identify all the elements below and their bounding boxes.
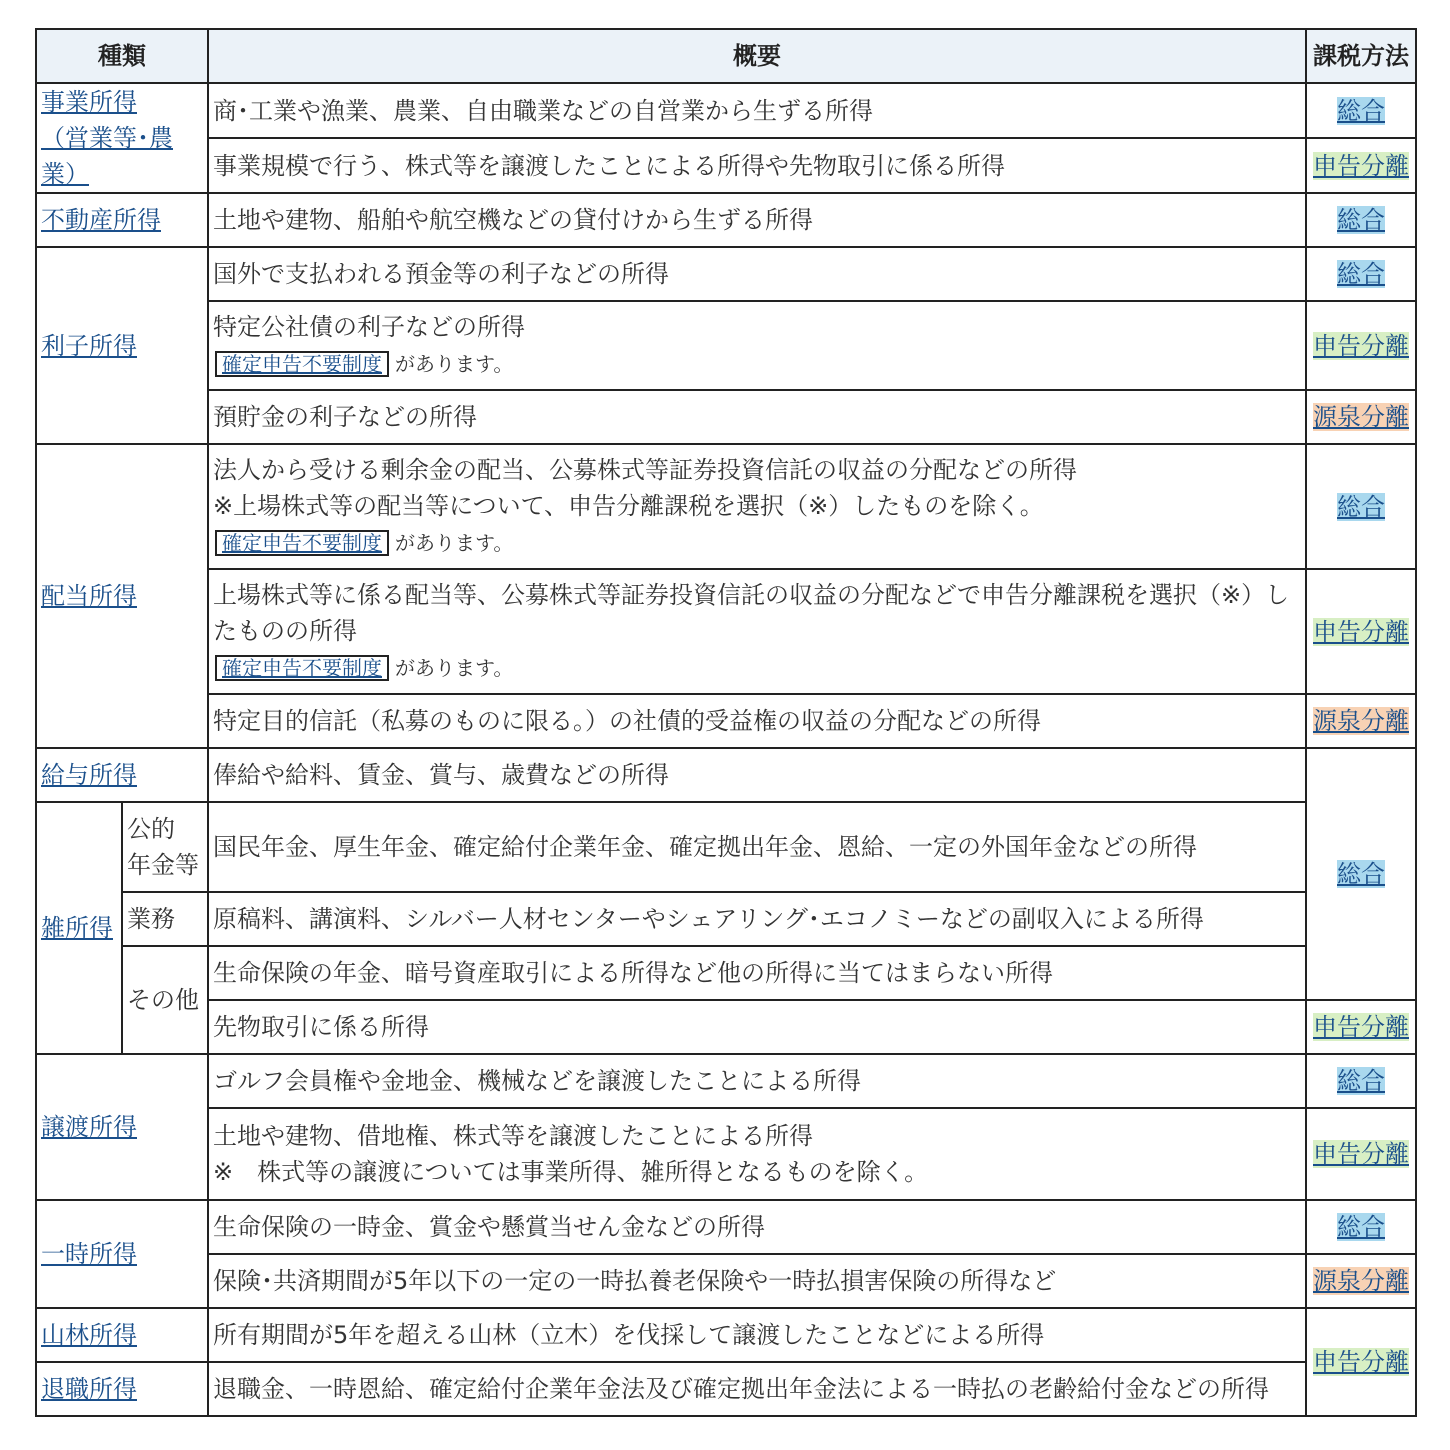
type-haito — [36, 444, 208, 748]
method-cell — [1306, 444, 1416, 569]
method-cell — [1306, 748, 1416, 1000]
arimasu-text: があります。 — [395, 352, 514, 376]
summary-cell: 事業規模で行う、株式等を譲渡したことによる所得や先物取引に係る所得 — [208, 138, 1306, 193]
kakutei-fuyo-link[interactable]: 確定申告不要制度 — [222, 531, 382, 555]
method-gensen-link[interactable]: 源泉分離 — [1313, 707, 1409, 735]
type-taishoku — [36, 1362, 208, 1416]
summary-cell — [208, 1108, 1306, 1200]
method-cell — [1306, 301, 1416, 390]
summary-cell: 保険･共済期間が5年以下の一定の一時払養老保険や一時払損害保険の所得など — [208, 1254, 1306, 1308]
income-types-table — [35, 28, 1417, 1417]
summary-text: 法人から受ける剰余金の配当、公募株式等証券投資信託の収益の分配などの所得 — [213, 456, 1077, 484]
table-row — [36, 390, 1416, 444]
link-ichiji[interactable]: 一時所得 — [41, 1240, 137, 1268]
table-row — [36, 138, 1416, 193]
header-type: 種類 — [36, 29, 208, 83]
method-cell — [1306, 569, 1416, 694]
summary-cell: 生命保険の一時金、賞金や懸賞当せん金などの所得 — [208, 1200, 1306, 1254]
link-joto[interactable]: 譲渡所得 — [41, 1113, 137, 1141]
type-kyuyo — [36, 748, 208, 802]
link-sanrin[interactable]: 山林所得 — [41, 1321, 137, 1349]
table-row — [36, 247, 1416, 301]
summary-text: 特定公社債の利子などの所得 — [213, 313, 525, 341]
header-summary: 概要 — [208, 29, 1306, 83]
method-bunri-link[interactable]: 申告分離 — [1313, 1140, 1409, 1168]
table-row — [36, 1000, 1416, 1054]
method-cell — [1306, 1308, 1416, 1416]
link-zatsu[interactable]: 雑所得 — [41, 914, 113, 942]
summary-cell: 預貯金の利子などの所得 — [208, 390, 1306, 444]
summary-cell: 特定目的信託（私募のものに限る。）の社債的受益権の収益の分配などの所得 — [208, 694, 1306, 748]
summary-cell: 生命保険の年金、暗号資産取引による所得など他の所得に当てはまらない所得 — [208, 946, 1306, 1000]
kakutei-box — [215, 655, 389, 681]
kakutei-fuyo-link[interactable]: 確定申告不要制度 — [222, 656, 382, 680]
table-row — [36, 444, 1416, 569]
kakutei-fuyo-link[interactable]: 確定申告不要制度 — [222, 352, 382, 376]
link-taishoku[interactable]: 退職所得 — [41, 1375, 137, 1403]
method-sogo-link[interactable]: 総合 — [1337, 1067, 1385, 1095]
arimasu-text: があります。 — [395, 656, 514, 680]
kakutei-box — [215, 530, 389, 556]
method-cell — [1306, 193, 1416, 247]
method-cell — [1306, 1108, 1416, 1200]
summary-cell — [208, 569, 1306, 694]
summary-cell: 原稿料、講演料、シルバー人材センターやシェアリング･エコノミーなどの副収入による所得 — [208, 892, 1306, 946]
link-rishi[interactable]: 利子所得 — [41, 331, 137, 360]
summary-text: 土地や建物、借地権、株式等を譲渡したことによる所得 — [213, 1122, 813, 1150]
table-row — [36, 1362, 1416, 1416]
method-sogo-link[interactable]: 総合 — [1337, 260, 1385, 288]
type-fudosan — [36, 193, 208, 247]
method-sogo-link[interactable]: 総合 — [1337, 96, 1385, 125]
summary-cell: 先物取引に係る所得 — [208, 1000, 1306, 1054]
summary-cell — [208, 301, 1306, 390]
table-row — [36, 193, 1416, 247]
header-method: 課税方法 — [1306, 29, 1416, 83]
method-cell — [1306, 138, 1416, 193]
method-sogo-link[interactable]: 総合 — [1337, 206, 1385, 234]
summary-cell: 所有期間が5年を超える山林（立木）を伐採して譲渡したことなどによる所得 — [208, 1308, 1306, 1362]
table-row — [36, 301, 1416, 390]
method-cell — [1306, 694, 1416, 748]
method-cell — [1306, 390, 1416, 444]
table-row — [36, 802, 1416, 892]
summary-cell: 国民年金、厚生年金、確定給付企業年金、確定拠出年金、恩給、一定の外国年金などの所得 — [208, 802, 1306, 892]
summary-text: たものの所得 — [213, 617, 357, 645]
link-jigyo[interactable]: 事業所得 （営業等･農業） — [41, 88, 173, 188]
method-cell — [1306, 1254, 1416, 1308]
link-fudosan[interactable]: 不動産所得 — [41, 206, 161, 234]
method-cell — [1306, 1054, 1416, 1108]
subtype-nenkin: 公的 年金等 — [122, 802, 208, 892]
type-joto — [36, 1054, 208, 1200]
summary-cell: ゴルフ会員権や金地金、機械などを譲渡したことによる所得 — [208, 1054, 1306, 1108]
method-cell — [1306, 1200, 1416, 1254]
table-row — [36, 1308, 1416, 1362]
table-row — [36, 946, 1416, 1000]
link-kyuyo[interactable]: 給与所得 — [41, 761, 137, 789]
table-row — [36, 694, 1416, 748]
method-bunri-link[interactable]: 申告分離 — [1313, 1348, 1409, 1376]
method-gensen-link[interactable]: 源泉分離 — [1313, 1267, 1409, 1295]
type-ichiji — [36, 1200, 208, 1308]
summary-cell: 土地や建物、船舶や航空機などの貸付けから生ずる所得 — [208, 193, 1306, 247]
method-sogo-link[interactable]: 総合 — [1337, 860, 1385, 888]
summary-cell: 商･工業や漁業、農業、自由職業などの自営業から生ずる所得 — [208, 83, 1306, 138]
method-sogo-link[interactable]: 総合 — [1337, 492, 1385, 521]
table-row — [36, 1200, 1416, 1254]
arimasu-text: があります。 — [395, 531, 514, 555]
method-cell — [1306, 83, 1416, 138]
table-row — [36, 83, 1416, 138]
type-rishi — [36, 247, 208, 444]
summary-cell: 退職金、一時恩給、確定給付企業年金法及び確定拠出年金法による一時払の老齢給付金などの所得 — [208, 1362, 1306, 1416]
method-bunri-link[interactable]: 申告分離 — [1313, 331, 1409, 360]
header-row — [36, 29, 1416, 83]
table-row — [36, 1054, 1416, 1108]
summary-cell: 国外で支払われる預金等の利子などの所得 — [208, 247, 1306, 301]
method-bunri-link[interactable]: 申告分離 — [1313, 1013, 1409, 1041]
method-sogo-link[interactable]: 総合 — [1337, 1213, 1385, 1241]
summary-note: ※ 株式等の譲渡については事業所得、雑所得となるものを除く。 — [213, 1158, 929, 1186]
type-zatsu — [36, 802, 122, 1054]
link-haito[interactable]: 配当所得 — [41, 582, 137, 610]
summary-note: ※上場株式等の配当等について、申告分離課税を選択（※）したものを除く。 — [213, 492, 1044, 520]
table-row — [36, 1254, 1416, 1308]
table-row — [36, 569, 1416, 694]
method-cell — [1306, 247, 1416, 301]
table-row — [36, 1108, 1416, 1200]
summary-cell — [208, 444, 1306, 569]
type-sanrin — [36, 1308, 208, 1362]
method-gensen-link[interactable]: 源泉分離 — [1313, 403, 1409, 431]
subtype-gyomu: 業務 — [122, 892, 208, 946]
method-cell — [1306, 1000, 1416, 1054]
type-jigyo — [36, 83, 208, 193]
method-bunri-link[interactable]: 申告分離 — [1313, 617, 1409, 646]
table-row — [36, 748, 1416, 802]
subtype-sonota: その他 — [122, 946, 208, 1054]
kakutei-box — [215, 351, 389, 377]
table-row — [36, 892, 1416, 946]
income-table-container — [35, 28, 1415, 1417]
summary-cell: 俸給や給料、賃金、賞与、歳費などの所得 — [208, 748, 1306, 802]
summary-text: 上場株式等に係る配当等、公募株式等証券投資信託の収益の分配などで申告分離課税を選択（※）し — [213, 581, 1290, 609]
method-bunri-link[interactable]: 申告分離 — [1313, 151, 1409, 180]
